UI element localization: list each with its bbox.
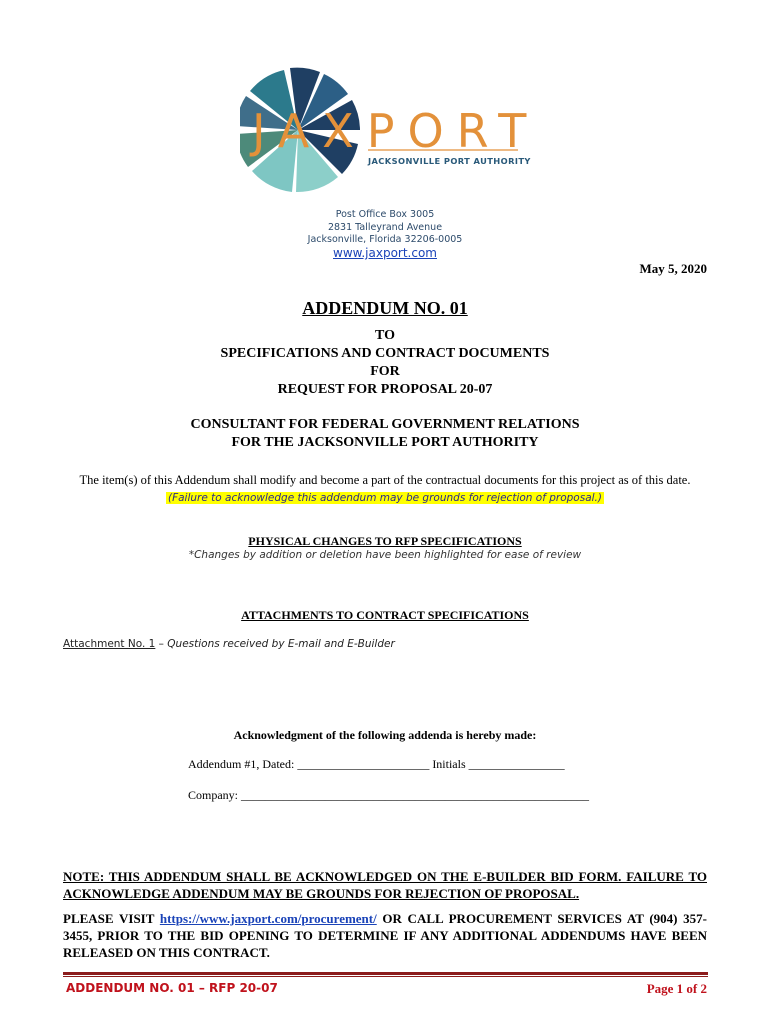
subtitle-line: SPECIFICATIONS AND CONTRACT DOCUMENTS	[220, 346, 550, 361]
physical-changes-heading: PHYSICAL CHANGES TO RFP SPECIFICATIONS	[248, 534, 522, 548]
highlighted-warning: (Failure to acknowledge this addendum may be grounds for rejection of proposal.)	[167, 492, 602, 504]
logo-wordmark: JAXPORT	[252, 104, 540, 158]
subtitle-line: TO	[375, 328, 395, 343]
address-line-2: 2831 Talleyrand Avenue	[327, 221, 443, 233]
acknowledgment-dated-line: Addendum #1, Dated: ______________________ Initials ________________	[188, 757, 565, 771]
jaxport-logo	[240, 64, 540, 196]
footer-page-number: Page 1 of 2	[646, 981, 707, 996]
procurement-link[interactable]: https://www.jaxport.com/procurement/	[159, 911, 377, 926]
visit-suffix: OR CALL PROCUREMENT SERVICES AT (904) 357-3455, PRIOR TO THE BID OPENING TO DETERMINE IF ANY ADDITIONAL ADDENDUMS HAVE BEEN RELEASED ON THIS CONTRACT.	[63, 911, 708, 960]
visit-prefix: PLEASE VISIT	[63, 911, 160, 926]
logo-subtitle: JACKSONVILLE PORT AUTHORITY	[368, 156, 531, 166]
warning-line	[0, 488, 770, 506]
mailing-address	[0, 209, 770, 247]
address-line-1: Post Office Box 3005	[335, 209, 435, 220]
subtitle-line: FOR	[370, 364, 400, 379]
footer-addendum-label: ADDENDUM NO. 01 – RFP 20-07	[66, 981, 278, 995]
acknowledgment-heading: Acknowledgment of the following addenda is hereby made:	[233, 728, 537, 742]
address-line-3: Jacksonville, Florida 32206-0005	[307, 234, 463, 245]
subtitle-line: REQUEST FOR PROPOSAL 20-07	[277, 382, 493, 397]
note-paragraph: NOTE: THIS ADDENDUM SHALL BE ACKNOWLEDGED ON THE E-BUILDER BID FORM. FAILURE TO ACKNOWLEDGE ADDENDUM MAY BE GROUNDS FOR REJECTION OF PROPOSAL.	[63, 869, 707, 901]
attachment-separator: –	[155, 638, 168, 650]
footer-rule	[63, 972, 708, 975]
attachment-description: Questions received by E-mail and E-Builder	[167, 638, 395, 650]
footer-rule-thin	[63, 976, 708, 977]
subtitle-block	[0, 327, 770, 399]
attachment-item	[63, 638, 395, 650]
website-link[interactable]: www.jaxport.com	[333, 246, 437, 260]
project-line: CONSULTANT FOR FEDERAL GOVERNMENT RELATIONS	[190, 417, 580, 432]
addendum-title: ADDENDUM NO. 01	[302, 298, 468, 318]
document-date: May 5, 2020	[639, 261, 707, 276]
intro-text: The item(s) of this Addendum shall modify and become a part of the contractual documents for this project as of this date.	[79, 473, 691, 487]
attachments-heading: ATTACHMENTS TO CONTRACT SPECIFICATIONS	[241, 608, 529, 622]
project-line: FOR THE JACKSONVILLE PORT AUTHORITY	[231, 435, 539, 450]
physical-changes-note: *Changes by addition or deletion have been highlighted for ease of review	[188, 549, 582, 561]
attachment-label: Attachment No. 1	[63, 638, 156, 650]
visit-paragraph	[63, 910, 707, 961]
project-title-block	[0, 416, 770, 452]
acknowledgment-company-line: Company: __________________________________________________________	[188, 788, 589, 802]
